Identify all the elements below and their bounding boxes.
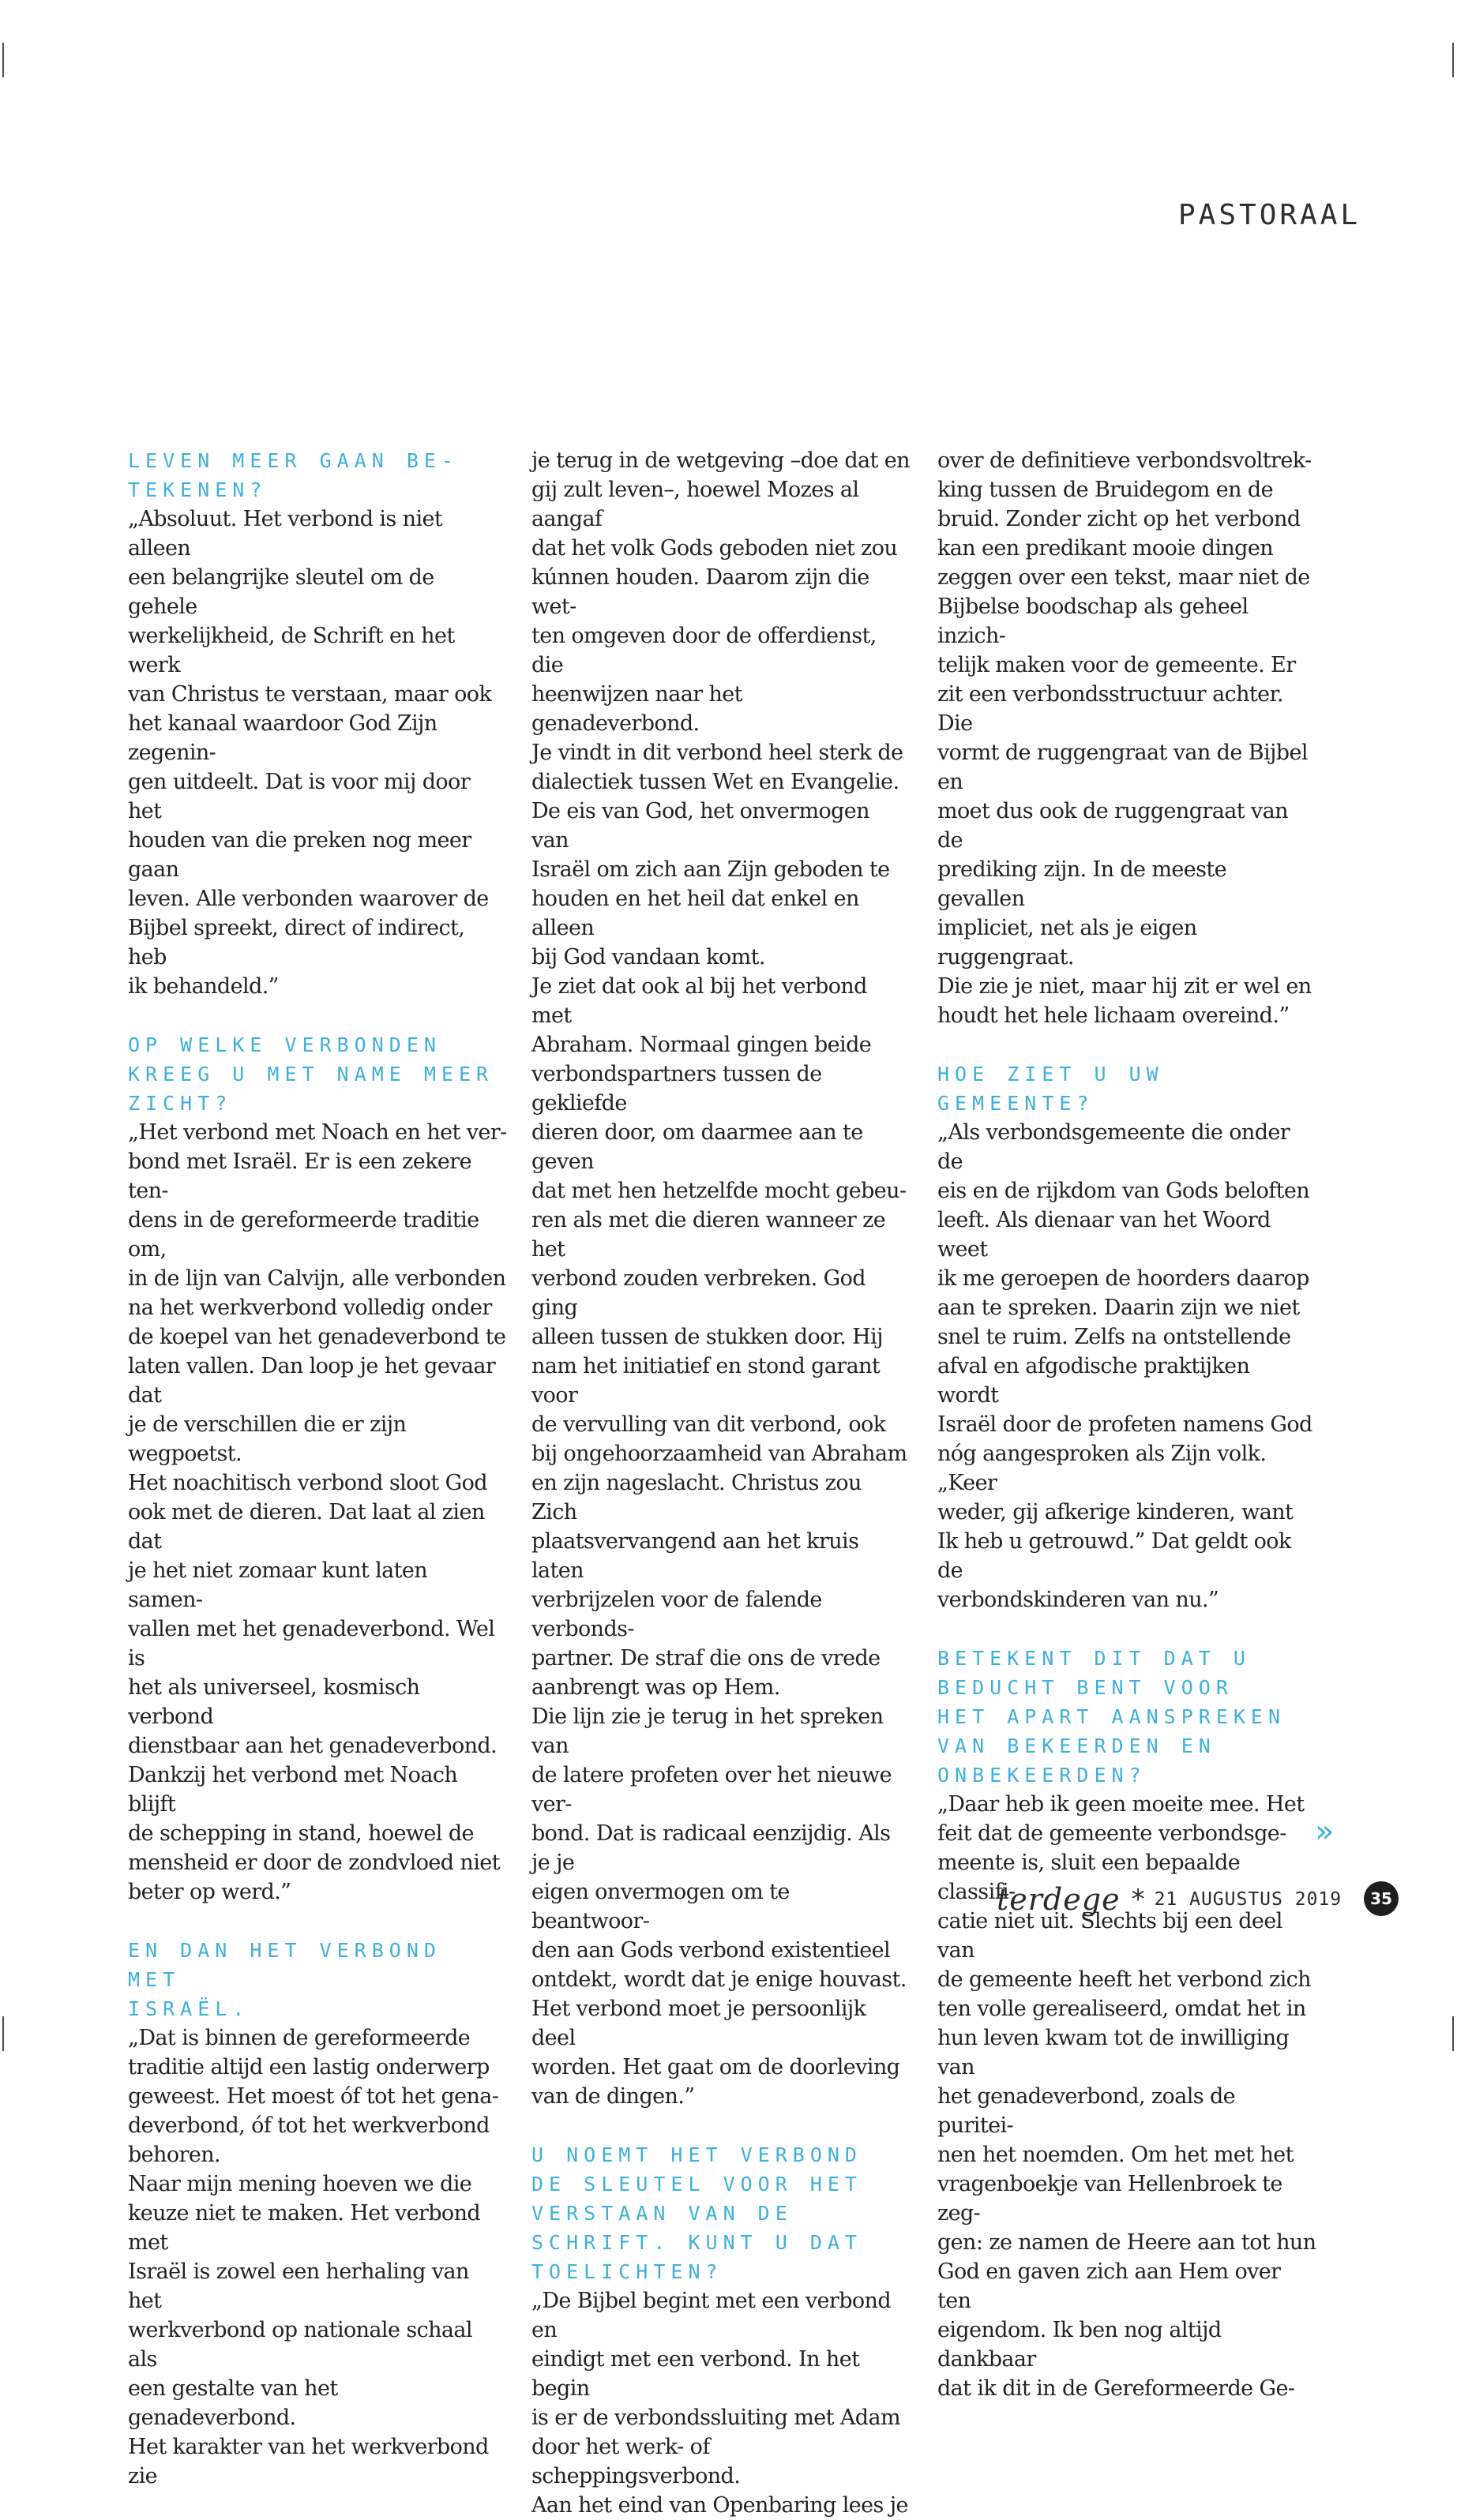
- separator-star-icon: *: [1131, 1884, 1145, 1915]
- question-heading: OP WELKE VERBONDEN KREEG U MET NAME MEER ZICHT?: [128, 1033, 494, 1115]
- crop-mark-top-left: [2, 43, 4, 77]
- section-label: PASTORAAL: [1178, 199, 1361, 231]
- article-column-2: [531, 446, 911, 2520]
- continue-arrow-icon: »: [1315, 1813, 1330, 1850]
- qa-block: [128, 1030, 507, 1907]
- page-number: 35: [1364, 1881, 1399, 1916]
- qa-block: [937, 1059, 1316, 1614]
- crop-mark-bottom-left: [2, 2016, 4, 2051]
- issue-date: 21 AUGUSTUS 2019: [1154, 1889, 1342, 1910]
- qa-block: [531, 446, 911, 2111]
- answer-paragraph: „De Bijbel begint met een verbond en eindigt met een verbond. In het begin is er de verbondssluiting met Adam door het werk- of scheppingsverbond. Aan het eind van Openbaring lees je: [531, 2289, 908, 2518]
- qa-block: [937, 446, 1316, 1030]
- qa-block: [531, 2140, 911, 2520]
- question-heading: U NOEMT HET VERBOND DE SLEUTEL VOOR HET VERSTAAN VAN DE SCHRIFT. KUNT U DAT TOELICHTEN?: [531, 2143, 862, 2283]
- qa-block: [128, 446, 507, 1001]
- answer-paragraph: Je ziet dat ook al bij het verbond met Abraham. Normaal gingen beide verbondspartners tussen de gekliefde dieren door, om daarmee aan te geven dat met hen hetzelfde mocht gebeu- ren als met die dieren wanneer ze het verbond zouden verbreken. God ging alleen tussen de stukken door. Hij nam het initiatief en stond garant voor de vervulling van dit verbond, ook bij ongehoorzaamheid van Abraham en zijn nageslacht. Christus zou Zich plaatsvervangend aan het kruis laten verbrijzelen voor de falende verbonds- partner. De straf die ons de vrede aanbrengt was op Hem.: [531, 974, 907, 1700]
- answer-paragraph: Naar mijn mening hoeven we die keuze niet te maken. Het verbond met Israël is zowel een herhaling van het werkverbond op nationale schaal als een gestalte van het genadeverbond. Het karakter van het werkverbond zie: [128, 2172, 489, 2488]
- answer-paragraph: je terug in de wetgeving –doe dat en gij zult leven–, hoewel Mozes al aangaf dat het volk Gods geboden niet zou kúnnen houden. Daarom zijn die wet- ten omgeven door de offerdienst, die heenwijzen naar het genadeverbond. Je vindt in dit verbond heel sterk de dialectiek tussen Wet en Evangelie. De eis van God, het onvermogen van Israël om zich aan Zijn geboden te houden en het heil dat enkel en alleen bij God vandaan komt.: [531, 448, 910, 969]
- answer-paragraph: „Het verbond met Noach en het ver- bond met Israël. Er is een zekere ten- dens in de gereformeerde traditie om, in de lijn van Calvijn, alle verbonden na het werkverbond volledig onder de koepel van het genadeverbond te laten vallen. Dan loop je het gevaar dat je de verschillen die er zijn wegpoetst. Het noachitisch verbond sloot God ook met de dieren. Dat laat al zien dat je het niet zomaar kunt laten samen- vallen met het genadeverbond. Wel is het als universeel, kosmisch verbond dienstbaar aan het genadeverbond. Dankzij het verbond met Noach blijft de schepping in stand, hoewel de mensheid er door de zondvloed niet beter op werd.”: [128, 1120, 507, 1904]
- article-column-3: [937, 446, 1316, 2403]
- answer-paragraph: Die lijn zie je terug in het spreken van de latere profeten over het nieuwe ver- bond. Dat is radicaal eenzijdig. Als je je eigen onvermogen om te beantwoor- den aan Gods verbond existentieel ontdekt, wordt dat je enige houvast. Het verbond moet je persoonlijk deel worden. Het gaat om de doorleving van de dingen.”: [531, 1704, 907, 2109]
- question-heading: HOE ZIET U UW GEMEENTE?: [937, 1063, 1164, 1115]
- page-footer: [997, 1877, 1342, 1922]
- answer-paragraph: „Absoluut. Het verbond is niet alleen een belangrijke sleutel om de gehele werkelijkheid, de Schrift en het werk van Christus te verstaan, maar ook het kanaal waardoor God Zijn zegenin- gen uitdeelt. Dat is voor mij door het houden van die preken nog meer gaan leven. Alle verbonden waarover de Bijbel spreekt, direct of indirect, heb ik behandeld.”: [128, 507, 492, 999]
- qa-block: [128, 1936, 507, 2491]
- crop-mark-top-right: [1452, 43, 1454, 77]
- answer-paragraph: „Als verbondsgemeente die onder de eis en de rijkdom van Gods beloften leeft. Als dienaar van het Woord weet ik me geroepen de hoorders daarop aan te spreken. Daarin zijn we niet snel te ruim. Zelfs na ontstellende afval en afgodische praktijken wordt Israël door de profeten namens God nóg aangesproken als Zijn volk. „Keer weder, gij afkerige kinderen, want Ik heb u getrouwd.” Dat geldt ook de verbondskinderen van nu.”: [937, 1120, 1312, 1612]
- question-heading: EN DAN HET VERBOND MET ISRAËL.: [128, 1939, 441, 2020]
- answer-paragraph: „Daar heb ik geen moeite mee. Het feit dat de gemeente verbondsge- meente is, sluit een bepaalde classifi- catie niet uit. Slechts bij een deel van de gemeente heeft het verbond zich ten volle gerealiseerd, omdat het in hun leven kwam tot de inwilliging van het genadeverbond, zoals de puritei- nen het noemden. Om het met het vragenboekje van Hellenbroek te zeg- gen: ze namen de Heere aan tot hun God en gaven zich aan Hem over ten eigendom. Ik ben nog altijd dankbaar dat ik dit in de Gereformeerde Ge-: [937, 1792, 1316, 2401]
- article-column-1: [128, 446, 507, 2491]
- answer-paragraph: „Dat is binnen de gereformeerde traditie altijd een lastig onderwerp geweest. Het moest óf tot het gena- deverbond, óf tot het werkverbond behoren.: [128, 2026, 499, 2167]
- crop-mark-bottom-right: [1452, 2016, 1454, 2051]
- magazine-logo: terdege: [997, 1882, 1121, 1917]
- question-heading: BETEKENT DIT DAT U BEDUCHT BENT VOOR HET APART AANSPREKEN VAN BEKEERDEN EN ONBEKEERDEN?: [937, 1647, 1286, 1787]
- answer-paragraph: over de definitieve verbondsvoltrek- king tussen de Bruidegom en de bruid. Zonder zicht op het verbond kan een predikant mooie dingen zeggen over een tekst, maar niet de Bijbelse boodschap als geheel inzich- telijk maken voor de gemeente. Er zit een verbondsstructuur achter. Die vormt de ruggengraat van de Bijbel en moet dus ook de ruggengraat van de prediking zijn. In de meeste gevallen impliciet, net als je eigen ruggengraat. Die zie je niet, maar hij zit er wel en houdt het hele lichaam overeind.”: [937, 448, 1312, 1028]
- qa-block: [937, 1644, 1316, 2403]
- question-heading: LEVEN MEER GAAN BE- TEKENEN?: [128, 449, 459, 501]
